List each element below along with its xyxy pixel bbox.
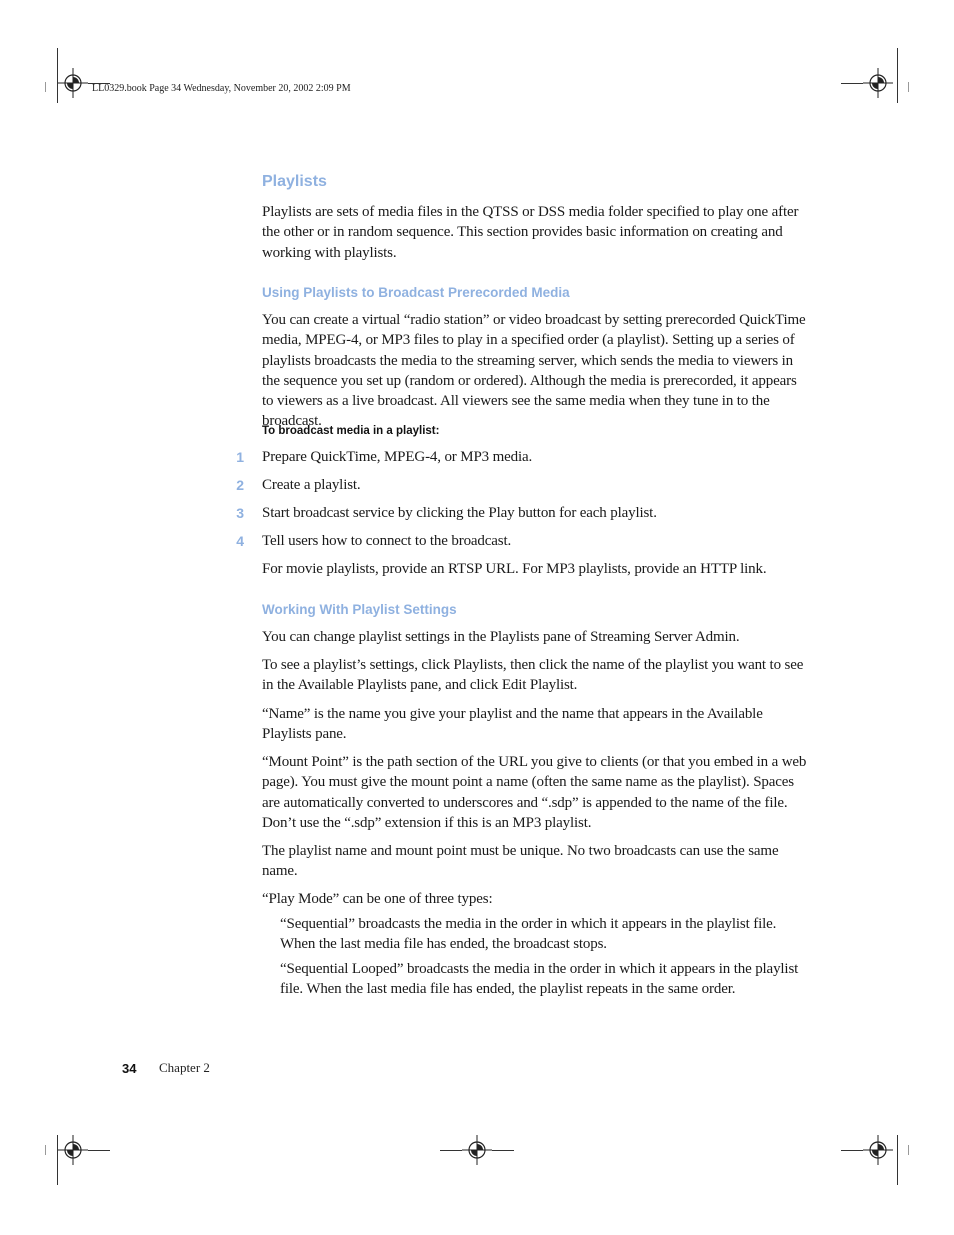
step-text: Create a playlist.: [262, 477, 361, 493]
step-text: Tell users how to connect to the broadcast.: [262, 533, 512, 549]
broadcast-paragraph: You can create a virtual “radio station” or video broadcast by setting prerecorded QuickTime media, MPEG-4, or MP3 files to play in a specified order (a playlist). Setting up a series of playlists broadcasts the media to the streaming server, which sends the media to viewers in the sequence you set up (random or ordered). Although the media is prerecorded, it appears to viewers as a live broadcast. All viewers see the same media when they tune in to the broadcast.: [262, 312, 806, 430]
settings-paragraph: You can change playlist settings in the Playlists pane of Streaming Server Admin.: [262, 629, 740, 645]
registration-mark-icon: [462, 1135, 492, 1165]
intro-paragraph: Playlists are sets of media files in the QTSS or DSS media folder specified to play one after the other or in random sequence. This section provides basic information on creating and working with playlists.: [262, 204, 799, 261]
section-title: Playlists: [262, 173, 327, 190]
registration-mark-icon: [58, 68, 88, 98]
crop-line: [841, 1150, 863, 1151]
step-number: 3: [236, 505, 244, 521]
settings-paragraph: “Play Mode” can be one of three types:: [262, 891, 493, 907]
registration-mark-icon: [58, 1135, 88, 1165]
subsection-title-broadcast: Using Playlists to Broadcast Prerecorded Media: [262, 285, 570, 300]
play-mode-item: “Sequential Looped” broadcasts the media in the order in which it appears in the playlist file. When the last media file has ended, the playlist repeats in the same order.: [280, 961, 799, 998]
registration-mark-icon: [863, 68, 893, 98]
settings-paragraph: To see a playlist’s settings, click Playlists, then click the name of the playlist you want to see in the Available Playlists pane, and click Edit Playlist.: [262, 657, 804, 694]
settings-paragraph: “Name” is the name you give your playlist and the name that appears in the Available Playlists pane.: [262, 706, 763, 743]
registration-mark-icon: [863, 1135, 893, 1165]
settings-paragraph: “Mount Point” is the path section of the URL you give to clients (or that you embed in a web page). You must give the mount point a name (often the same name as the playlist). Spaces are automatically converted to underscores and “.sdp” is appended to the name of the file. Don’t use the “.sdp” extension if this is an MP3 playlist.: [262, 754, 807, 831]
step-text: Prepare QuickTime, MPEG-4, or MP3 media.: [262, 449, 533, 465]
crop-line: [492, 1150, 514, 1151]
settings-paragraph: The playlist name and mount point must be unique. No two broadcasts can use the same name.: [262, 843, 779, 880]
step-number: 1: [236, 449, 244, 465]
chapter-label: Chapter 2: [159, 1060, 210, 1075]
subsection-title-settings: Working With Playlist Settings: [262, 602, 457, 617]
step-note: For movie playlists, provide an RTSP URL. For MP3 playlists, provide an HTTP link.: [262, 561, 767, 577]
crop-line: [88, 1150, 110, 1151]
step-number: 4: [236, 533, 244, 549]
crop-line: [440, 1150, 462, 1151]
step-text: Start broadcast service by clicking the Play button for each playlist.: [262, 505, 657, 521]
print-slug: LL0329.book Page 34 Wednesday, November 20, 2002 2:09 PM: [92, 83, 351, 94]
task-title: To broadcast media in a playlist:: [262, 425, 440, 437]
play-mode-item: “Sequential” broadcasts the media in the order in which it appears in the playlist file. When the last media file has ended, the broadcast stops.: [280, 916, 777, 953]
step-number: 2: [236, 477, 244, 493]
crop-line: [841, 83, 863, 84]
page-number: 34: [122, 1061, 137, 1076]
